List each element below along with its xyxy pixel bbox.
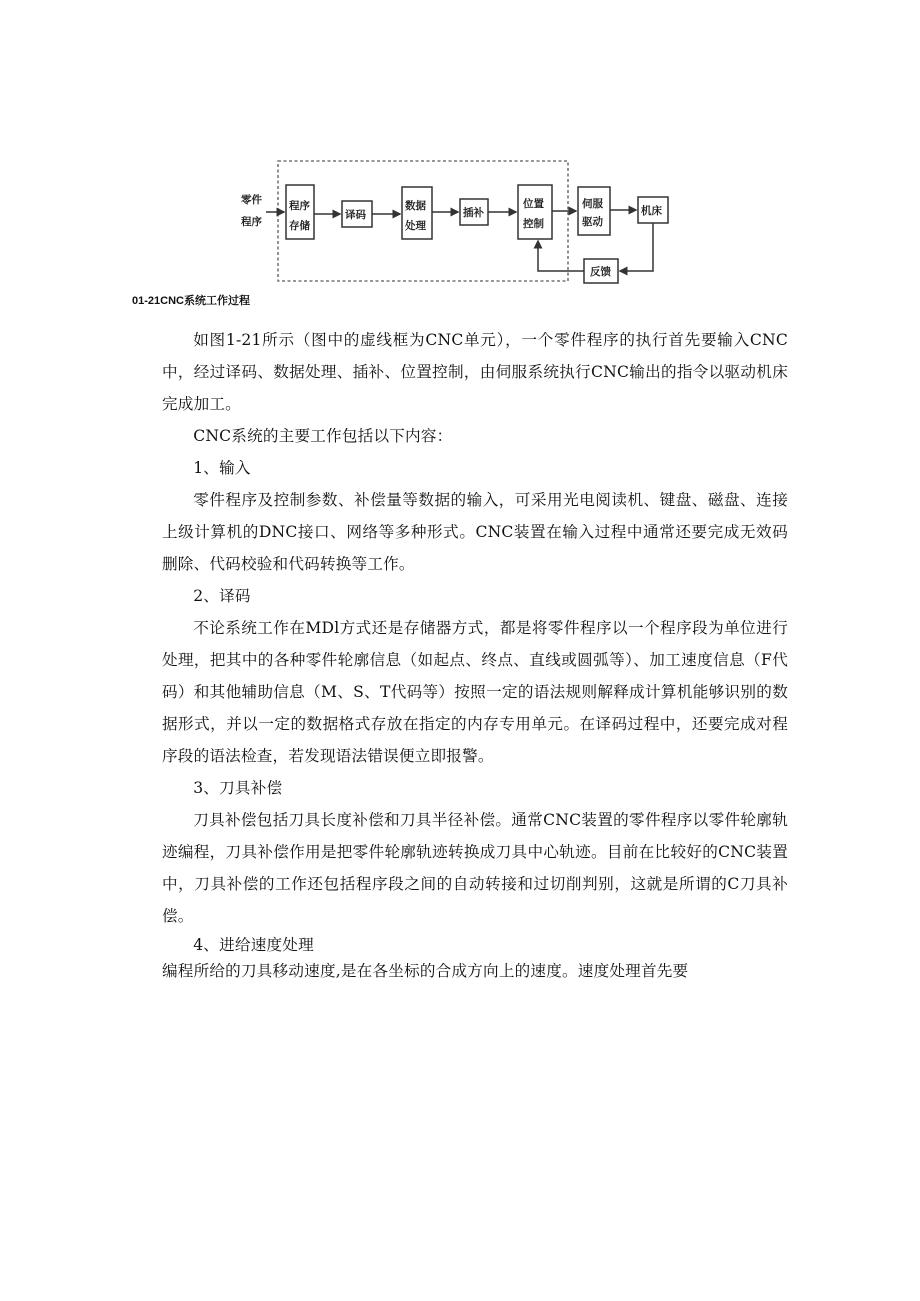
block-machine-tool-label: 机床 — [641, 205, 662, 217]
paragraph-intro: 如图1-21所示（图中的虚线框为CNC单元），一个零件程序的执行首先要输入CNC中，经过译码、数据处理、插补、位置控制，由伺服系统执行CNC输出的指令以驱动机床完成加工。 — [162, 331, 788, 413]
cnc-block-diagram-svg — [238, 155, 670, 295]
input-label-line1: 零件 — [241, 194, 262, 206]
feedback-line-machine-to-feedback — [620, 223, 653, 271]
paragraph-feed-speed: 编程所给的刀具移动速度,是在各坐标的合成方向上的速度。速度处理首先要 — [162, 962, 689, 980]
paragraph-tool-compensation: 刀具补偿包括刀具长度补偿和刀具半径补偿。通常CNC装置的零件程序以零件轮廓轨迹编程，刀具补偿作用是把零件轮廓轨迹转换成刀具中心轨迹。目前在比较好的CNC装置中，刀具补偿的工作还包括程序段之间的自动转接和过切削判别，这就是所谓的C刀具补偿。 — [162, 811, 788, 925]
section-heading-decode: 2、译码 — [193, 587, 251, 605]
block-data-processing-line1: 数据 — [405, 200, 426, 212]
paragraph-input: 零件程序及控制参数、补偿量等数据的输入，可采用光电阅读机、键盘、磁盘、连接上级计算机的DNC接口、网络等多种形式。CNC装置在输入过程中通常还要完成无效码删除、代码校验和代码转换等工作。 — [162, 491, 788, 573]
block-data-processing-line2: 处理 — [405, 220, 426, 232]
feedback-line-to-position — [538, 241, 584, 271]
block-program-storage-line2: 存储 — [289, 220, 310, 232]
input-label-line2: 程序 — [241, 216, 262, 228]
block-program-storage-line1: 程序 — [289, 200, 310, 212]
block-position-control-line1: 位置 — [523, 198, 544, 210]
block-position-control — [518, 185, 552, 239]
section-heading-feed-speed: 4、进给速度处理 — [193, 936, 314, 954]
section-heading-input: 1、输入 — [193, 459, 251, 477]
cnc-process-diagram — [238, 155, 670, 295]
section-heading-tool-compensation: 3、刀具补偿 — [193, 779, 283, 797]
block-position-control-line2: 控制 — [523, 218, 544, 230]
block-decode-label: 译码 — [345, 209, 366, 221]
block-interpolation-label: 插补 — [463, 207, 484, 219]
paragraph-main-work: CNC系统的主要工作包括以下内容： — [193, 427, 453, 445]
paragraph-decode: 不论系统工作在MDl方式还是存储器方式，都是将零件程序以一个程序段为单位进行处理，把其中的各种零件轮廓信息（如起点、终点、直线或圆弧等）、加工速度信息（F代码）和其他辅助信息（M、S、T代码等）按照一定的语法规则解释成计算机能够识别的数据形式，并以一定的数据格式存放在指定的内存专用单元。在译码过程中，还要完成对程序段的语法检查，若发现语法错误便立即报警。 — [162, 619, 788, 765]
figure-caption: 01-21CNC系统工作过程 — [132, 295, 250, 307]
block-feedback-label: 反馈 — [590, 266, 611, 278]
document-body — [162, 324, 788, 984]
block-servo-drive-line2: 驱动 — [582, 216, 603, 228]
block-servo-drive-line1: 伺服 — [582, 198, 603, 210]
